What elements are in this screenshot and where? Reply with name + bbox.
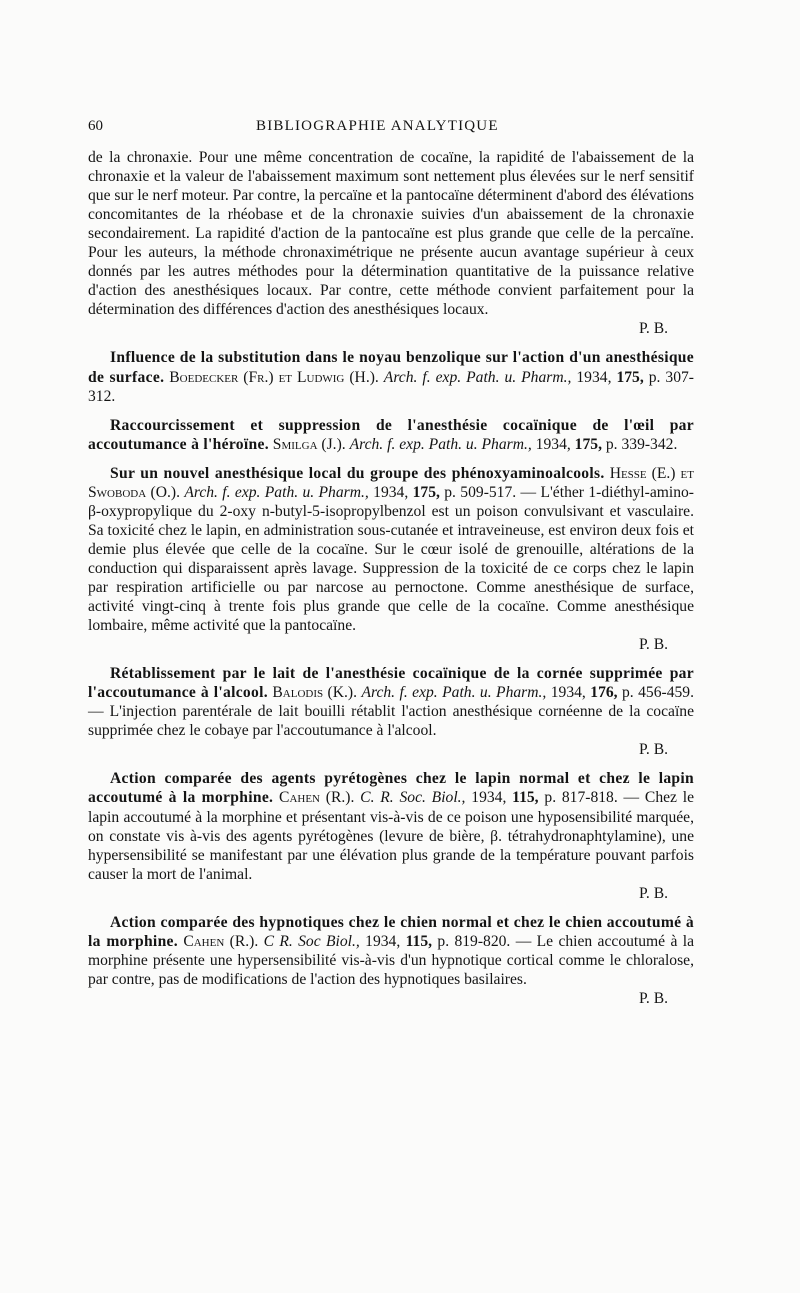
entry-title: Influence de la substitution dans le noyau benzolique sur l'action d'un anesthésique de surface. [88, 349, 694, 386]
entry-volume: 175, [412, 483, 440, 501]
intro-text: de la chronaxie. Pour une même concentration de cocaïne, la rapidité de l'abaissement de la chronaxie et la valeur de l'abaissement maximum sont nettement plus élevées sur le nerf sensitif que sur le nerf moteur. Par contre, la percaïne et la pantocaïne déterminent d'abord des élévations concomitantes de la rhéobase et de la chronaxie suivies d'un abaissement de la chronaxie secondairement. La rapidité d'action de la pantocaïne est plus grande que celle de la percaïne. Pour les auteurs, la méthode chronaximétrique ne présente aucun avantage supérieur à ceux donnés par les autres méthodes pour la détermination quantitative de la puissance relative d'action des anesthésiques locaux. Par contre, cette méthode convient parfaitement pour la détermination des différences d'action des anesthésiques locaux. [88, 149, 694, 319]
entry-title: Action comparée des hypnotiques chez le chien normal et chez le chien accoutumé à la morphine. [88, 913, 694, 950]
entry-signature: P. B. [638, 741, 668, 759]
entry-pages: p. 456-459. [622, 684, 694, 702]
bibliography-entry [88, 769, 694, 902]
entry-signature: P. B. [638, 884, 668, 902]
running-header [88, 118, 694, 140]
entry-signature: P. B. [638, 636, 668, 654]
entry-authors: Smilga (J.). [272, 435, 346, 453]
entry-authors: Balodis (K.). [272, 684, 357, 702]
entry-paragraph [88, 913, 694, 1008]
entry-year: 1934, [365, 932, 401, 950]
entry-volume: 175, [616, 368, 644, 386]
entry-year: 1934, [373, 483, 409, 501]
entry-title: Rétablissement par le lait de l'anesthésie cocaïnique de la cornée supprimée par l'accoutumance à l'alcool. [88, 665, 694, 702]
entry-journal: C R. Soc Biol., [263, 932, 360, 950]
bibliography-entry [88, 416, 694, 454]
entry-year: 1934, [576, 368, 612, 386]
entry-volume: 115, [405, 932, 433, 950]
entry-journal: Arch. f. exp. Path. u. Pharm., [349, 435, 532, 453]
entry-pages: p. 307-312. [88, 368, 694, 405]
entry-journal: Arch. f. exp. Path. u. Pharm., [184, 483, 369, 501]
entry-title: Sur un nouvel anesthésique local du groupe des phénoxyaminoalcools. [110, 464, 605, 482]
entry-authors: Cahen (R.). [183, 932, 259, 950]
entry-pages: p. 509-517. [444, 483, 517, 501]
entry-paragraph [88, 769, 694, 902]
bibliography-entry [88, 664, 694, 759]
entry-paragraph [88, 464, 694, 654]
entry-year: 1934, [550, 684, 586, 702]
entry-abstract: — L'injection parentérale de lait bouilli rétablit l'action anesthésique cornéenne de la cocaïne supprimée chez le cobaye par l'accoutumance à l'alcool. [88, 703, 694, 740]
entry-abstract: — Chez le lapin accoutumé à la morphine et présentant vis-à-vis de ce poison une hyposensibilité marquée, on constate vis à-vis des agents pyrétogènes (levure de bière, β. tétrahydronaphtylamine), une hypersensibilité se manifestant par une élévation plus grande de la température pouvant parfois causer la mort de l'animal. [88, 789, 695, 883]
entry-title: Raccourcissement et suppression de l'anesthésie cocaïnique de l'œil par accoutumance à l'héroïne. [88, 416, 694, 453]
page-body [88, 148, 694, 1008]
intro-paragraph [88, 148, 694, 338]
entry-pages: p. 339-342. [605, 435, 678, 453]
entry-abstract: — Le chien accoutumé à la morphine présente une hypersensibilité vis-à-vis d'un hypnotique cortical comme le chloralose, par contre, pas de modifications de l'action des hypnotiques basilaires. [88, 932, 694, 988]
entry-authors: Hesse (E.) et Swoboda (O.). [88, 464, 694, 501]
bibliography-entry [88, 348, 694, 405]
entry-paragraph [88, 664, 694, 759]
bibliography-entry [88, 464, 694, 654]
entry-volume: 175, [574, 435, 602, 453]
entry-authors: Cahen (R.). [279, 789, 355, 807]
entry-abstract: — L'éther 1-diéthyl-amino-β-oxypropylique du 2-oxy n-butyl-5-isopropylbenzol est un poison convulsivant et vasculaire. Sa toxicité chez le lapin, en administration sous-cutanée et intraveineuse, est environ deux fois et demie plus élevée que celle de la cocaïne. Sur le cœur isolé de grenouille, altérations de la conduction qui disparaissent après lavage. Suppression de la toxicité de ce corps chez le lapin par respiration artificielle ou par narcose au pernoctone. Comme anesthésique de surface, activité vingt-cinq à trente fois plus grande que celle de la cocaïne. Comme anesthésique lombaire, même activité que la pantocaïne. [88, 483, 694, 635]
entry-volume: 176, [590, 684, 618, 702]
entry-pages: p. 817-818. [544, 789, 618, 807]
entry-paragraph [88, 348, 694, 405]
intro-signature: P. B. [638, 320, 668, 338]
page-number: 60 [88, 118, 103, 134]
entry-journal: Arch. f. exp. Path. u. Pharm., [361, 684, 547, 702]
entry-year: 1934, [535, 435, 571, 453]
entry-pages: p. 819-820. [437, 932, 511, 950]
entry-signature: P. B. [638, 989, 668, 1007]
running-title: BIBLIOGRAPHIE ANALYTIQUE [256, 118, 499, 134]
entry-journal: Arch. f. exp. Path. u. Pharm., [383, 368, 572, 386]
bibliography-entry [88, 913, 694, 1008]
entry-journal: C. R. Soc. Biol., [360, 789, 466, 807]
entry-authors: Boedecker (Fr.) et Ludwig (H.). [169, 368, 379, 386]
entry-year: 1934, [471, 789, 507, 807]
entry-title: Action comparée des agents pyrétogènes chez le lapin normal et chez le lapin accoutumé à la morphine. [88, 770, 694, 807]
entry-paragraph [88, 416, 694, 454]
entry-volume: 115, [512, 789, 539, 807]
